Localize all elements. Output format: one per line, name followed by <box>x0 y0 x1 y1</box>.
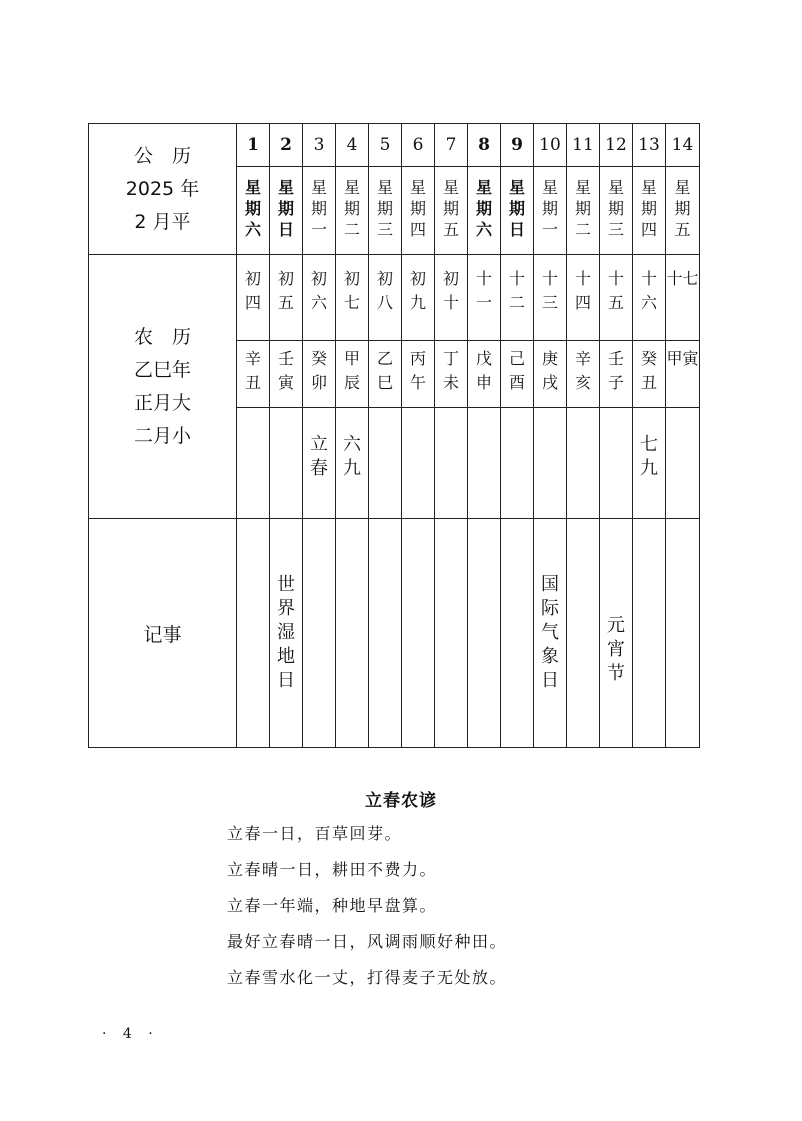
lunar-day-cell-char: 初 <box>376 269 393 288</box>
weekday-cell-char: 星 <box>310 178 327 197</box>
event-cell-char: 元 <box>607 615 625 636</box>
date-cell: 1 <box>237 124 270 167</box>
date-cell: 4 <box>336 124 369 167</box>
lunar-day-cell-char: 六 <box>640 293 657 312</box>
event-cell <box>567 519 600 748</box>
weekday-cell-char: 星 <box>277 178 294 197</box>
weekday-cell-char: 星 <box>508 178 525 197</box>
ganzhi-cell-char: 巳 <box>376 373 393 392</box>
event-cell <box>468 519 501 748</box>
weekday-cell-char: 六 <box>244 220 261 239</box>
solar-term-cell <box>270 408 303 519</box>
ganzhi-cell-char: 甲 <box>666 349 683 368</box>
lunar-day-cell-char: 八 <box>376 293 393 312</box>
date-cell: 3 <box>303 124 336 167</box>
gongli-month: 2 月平 <box>134 210 191 233</box>
weekday-cell <box>237 167 270 255</box>
ganzhi-cell-char: 丁 <box>442 349 459 368</box>
weekday-cell <box>600 167 633 255</box>
weekday-cell-char: 期 <box>244 199 261 218</box>
event-cell-char: 象 <box>541 646 559 667</box>
lunar-day-cell-char: 十 <box>574 269 591 288</box>
weekday-cell-char: 星 <box>376 178 393 197</box>
proverbs-list <box>227 823 507 1003</box>
ganzhi-cell-char: 未 <box>442 373 459 392</box>
weekday-cell-char: 日 <box>277 220 294 239</box>
event-cell <box>402 519 435 748</box>
date-cell: 7 <box>435 124 468 167</box>
weekday-cell-char: 二 <box>343 220 360 239</box>
nongli-month-1: 正月大 <box>133 391 191 414</box>
solar-term-cell-char: 春 <box>310 458 328 479</box>
event-cell <box>369 519 402 748</box>
date-cell: 11 <box>567 124 600 167</box>
lunar-day-cell-char: 三 <box>541 293 558 312</box>
lunar-day-cell-char: 七 <box>343 293 360 312</box>
ganzhi-cell-char: 寅 <box>277 373 294 392</box>
ganzhi-cell-char: 癸 <box>310 349 327 368</box>
solar-term-cell-char: 九 <box>343 458 361 479</box>
lunar-day-cell-char: 初 <box>343 269 360 288</box>
event-cell-char: 日 <box>541 670 559 691</box>
weekday-cell-char: 星 <box>640 178 657 197</box>
ganzhi-cell-char: 子 <box>607 373 624 392</box>
event-cell-char: 气 <box>541 622 559 643</box>
nongli-title: 农 历 <box>133 325 191 348</box>
weekday-cell-char: 一 <box>310 220 327 239</box>
ganzhi-cell <box>303 341 336 408</box>
weekday-cell <box>633 167 666 255</box>
date-cell: 2 <box>270 124 303 167</box>
solar-term-cell <box>567 408 600 519</box>
weekday-cell-char: 星 <box>244 178 261 197</box>
weekday-cell-char: 三 <box>376 220 393 239</box>
gongli-title: 公 历 <box>133 144 191 167</box>
ganzhi-cell-char: 己 <box>508 349 525 368</box>
solar-term-cell-char: 七 <box>640 434 658 455</box>
event-cell-char: 际 <box>541 598 559 619</box>
ganzhi-cell <box>633 341 666 408</box>
solar-term-cell <box>303 408 336 519</box>
weekday-cell-char: 期 <box>508 199 525 218</box>
event-cell-char: 湿 <box>277 622 295 643</box>
weekday-cell <box>666 167 700 255</box>
weekday-cell-char: 六 <box>475 220 492 239</box>
lunar-day-cell-char: 十 <box>640 269 657 288</box>
lunar-day-cell <box>468 255 501 341</box>
weekday-cell-char: 三 <box>607 220 624 239</box>
weekday-cell-char: 期 <box>640 199 657 218</box>
lunar-day-cell <box>402 255 435 341</box>
weekday-cell <box>435 167 468 255</box>
weekday-cell <box>567 167 600 255</box>
event-cell <box>303 519 336 748</box>
date-cell: 9 <box>501 124 534 167</box>
weekday-cell <box>402 167 435 255</box>
event-cell-char: 宵 <box>607 639 625 660</box>
lunar-day-cell <box>567 255 600 341</box>
weekday-cell-char: 期 <box>674 199 691 218</box>
event-cell-char: 界 <box>277 598 295 619</box>
weekday-cell-char: 二 <box>574 220 591 239</box>
solar-term-cell <box>435 408 468 519</box>
proverb-line: 立春雪水化一丈，打得麦子无处放。 <box>227 968 508 987</box>
lunar-day-cell <box>303 255 336 341</box>
lunar-day-cell-char: 十 <box>475 269 492 288</box>
weekday-cell-char: 星 <box>409 178 426 197</box>
lunar-day-cell <box>435 255 468 341</box>
lunar-day-cell-char: 四 <box>574 293 591 312</box>
lunar-day-cell <box>336 255 369 341</box>
date-cell: 14 <box>666 124 700 167</box>
ganzhi-cell-char: 乙 <box>376 349 393 368</box>
ganzhi-cell <box>336 341 369 408</box>
weekday-cell-char: 星 <box>674 178 691 197</box>
weekday-cell-char: 期 <box>442 199 459 218</box>
weekday-cell-char: 期 <box>310 199 327 218</box>
weekday-cell-char: 星 <box>343 178 360 197</box>
ganzhi-cell <box>534 341 567 408</box>
lunar-day-cell-char: 四 <box>244 293 261 312</box>
event-cell <box>633 519 666 748</box>
proverbs-title: 立春农谚 <box>365 791 437 811</box>
lunar-day-cell-char: 初 <box>277 269 294 288</box>
weekday-cell-char: 期 <box>541 199 558 218</box>
solar-term-cell-char: 九 <box>640 458 658 479</box>
lunar-day-cell <box>534 255 567 341</box>
weekday-cell-char: 星 <box>574 178 591 197</box>
event-cell <box>336 519 369 748</box>
event-cell <box>237 519 270 748</box>
ganzhi-cell <box>270 341 303 408</box>
weekday-cell <box>468 167 501 255</box>
solar-term-cell <box>237 408 270 519</box>
gongli-year: 2025 年 <box>125 177 200 200</box>
lunar-day-cell-char: 五 <box>277 293 294 312</box>
lunar-day-cell-char: 七 <box>682 269 699 288</box>
event-cell <box>435 519 468 748</box>
ganzhi-cell <box>600 341 633 408</box>
lunar-day-cell <box>270 255 303 341</box>
event-cell-char: 世 <box>277 574 295 595</box>
weekday-cell-char: 星 <box>607 178 624 197</box>
ganzhi-cell <box>402 341 435 408</box>
nongli-header <box>89 255 237 519</box>
lunar-day-cell <box>633 255 666 341</box>
weekday-cell-char: 五 <box>442 220 459 239</box>
lunar-day-cell <box>237 255 270 341</box>
proverb-line: 立春晴一日，耕田不费力。 <box>227 860 438 879</box>
weekday-cell-char: 四 <box>409 220 426 239</box>
event-cell-char: 国 <box>541 574 559 595</box>
date-cell: 12 <box>600 124 633 167</box>
ganzhi-cell-char: 亥 <box>574 373 591 392</box>
nongli-month-2: 二月小 <box>133 424 191 447</box>
lunar-day-cell-char: 十 <box>541 269 558 288</box>
ganzhi-cell <box>369 341 402 408</box>
weekday-cell <box>369 167 402 255</box>
date-cell: 6 <box>402 124 435 167</box>
ganzhi-cell <box>468 341 501 408</box>
ganzhi-cell-char: 丑 <box>640 373 657 392</box>
ganzhi-cell-char: 丑 <box>244 373 261 392</box>
lunar-day-cell-char: 十 <box>607 269 624 288</box>
weekday-cell-char: 期 <box>376 199 393 218</box>
lunar-day-cell-char: 十 <box>666 269 683 288</box>
lunar-day-cell-char: 一 <box>475 293 492 312</box>
weekday-cell-char: 星 <box>475 178 492 197</box>
proverb-line: 立春一年端，种地早盘算。 <box>227 896 438 915</box>
weekday-cell-char: 期 <box>607 199 624 218</box>
lunar-day-cell-char: 初 <box>442 269 459 288</box>
solar-term-cell <box>336 408 369 519</box>
ganzhi-cell-char: 申 <box>475 373 492 392</box>
weekday-cell-char: 星 <box>541 178 558 197</box>
event-cell <box>501 519 534 748</box>
ganzhi-cell <box>567 341 600 408</box>
weekday-cell-char: 四 <box>640 220 657 239</box>
lunar-day-cell <box>369 255 402 341</box>
weekday-cell-char: 日 <box>508 220 525 239</box>
weekday-cell-char: 五 <box>674 220 691 239</box>
ganzhi-cell-char: 辛 <box>244 349 261 368</box>
event-cell <box>666 519 700 748</box>
ganzhi-cell-char: 卯 <box>310 373 327 392</box>
lunar-day-cell-char: 初 <box>244 269 261 288</box>
proverb-line: 最好立春晴一日，风调雨顺好种田。 <box>227 932 508 951</box>
weekday-cell-char: 一 <box>541 220 558 239</box>
lunar-day-cell-char: 十 <box>442 293 459 312</box>
ganzhi-cell <box>237 341 270 408</box>
solar-term-cell-char: 六 <box>343 434 361 455</box>
event-cell-char: 节 <box>607 663 625 684</box>
solar-term-cell <box>633 408 666 519</box>
ganzhi-cell-char: 酉 <box>508 373 525 392</box>
lunar-day-cell <box>501 255 534 341</box>
solar-term-cell <box>666 408 700 519</box>
date-cell: 8 <box>468 124 501 167</box>
ganzhi-cell-char: 庚 <box>541 349 558 368</box>
date-cell: 5 <box>369 124 402 167</box>
ganzhi-cell-char: 寅 <box>682 349 699 368</box>
nongli-year: 乙巳年 <box>133 358 191 381</box>
solar-term-cell-char: 立 <box>310 434 328 455</box>
date-cell: 10 <box>534 124 567 167</box>
weekday-cell <box>336 167 369 255</box>
ganzhi-cell-char: 壬 <box>607 349 624 368</box>
weekday-cell-char: 期 <box>409 199 426 218</box>
ganzhi-cell-char: 壬 <box>277 349 294 368</box>
lunar-day-cell-char: 六 <box>310 293 327 312</box>
date-cell: 13 <box>633 124 666 167</box>
lunar-day-cell-char: 初 <box>310 269 327 288</box>
event-cell-char: 日 <box>277 670 295 691</box>
calendar-table <box>88 123 700 748</box>
solar-term-cell <box>534 408 567 519</box>
weekday-cell-char: 期 <box>574 199 591 218</box>
weekday-cell-char: 期 <box>343 199 360 218</box>
proverb-line: 立春一日，百草回芽。 <box>227 824 403 843</box>
ganzhi-cell <box>501 341 534 408</box>
lunar-day-cell-char: 二 <box>508 293 525 312</box>
ganzhi-cell <box>666 341 700 408</box>
weekday-cell-char: 期 <box>475 199 492 218</box>
gongli-header <box>89 124 237 255</box>
solar-term-cell <box>369 408 402 519</box>
weekday-cell <box>501 167 534 255</box>
lunar-day-cell-char: 九 <box>409 293 426 312</box>
solar-term-cell <box>468 408 501 519</box>
ganzhi-cell-char: 戌 <box>541 373 558 392</box>
ganzhi-cell-char: 辛 <box>574 349 591 368</box>
solar-term-cell <box>600 408 633 519</box>
event-cell <box>270 519 303 748</box>
ganzhi-cell-char: 丙 <box>409 349 426 368</box>
jishi-header: 记事 <box>89 519 237 748</box>
lunar-day-cell-char: 五 <box>607 293 624 312</box>
event-cell-char: 地 <box>277 646 295 667</box>
ganzhi-cell-char: 甲 <box>343 349 360 368</box>
event-cell <box>600 519 633 748</box>
ganzhi-cell-char: 辰 <box>343 373 360 392</box>
page-number: · 4 · <box>102 1026 159 1042</box>
weekday-cell-char: 期 <box>277 199 294 218</box>
weekday-cell-char: 星 <box>442 178 459 197</box>
lunar-day-cell-char: 初 <box>409 269 426 288</box>
solar-term-cell <box>402 408 435 519</box>
lunar-day-cell-char: 十 <box>508 269 525 288</box>
ganzhi-cell <box>435 341 468 408</box>
lunar-day-cell <box>600 255 633 341</box>
ganzhi-cell-char: 癸 <box>640 349 657 368</box>
ganzhi-cell-char: 戊 <box>475 349 492 368</box>
weekday-cell <box>534 167 567 255</box>
lunar-day-cell <box>666 255 700 341</box>
event-cell <box>534 519 567 748</box>
ganzhi-cell-char: 午 <box>409 373 426 392</box>
weekday-cell <box>303 167 336 255</box>
solar-term-cell <box>501 408 534 519</box>
weekday-cell <box>270 167 303 255</box>
